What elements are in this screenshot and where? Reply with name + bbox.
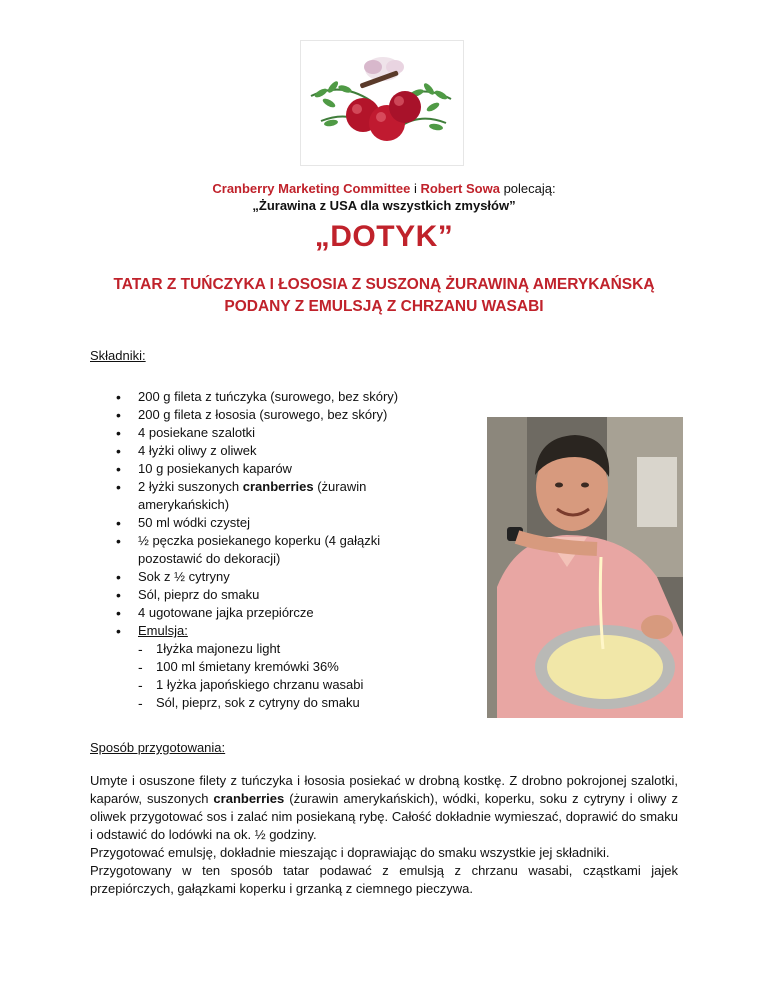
paragraph-text: Umyte i osuszone filety z tuńczyka i łososia posiekać w drobną kostkę. Z drobno pokrojonej szalotki, kaparów, suszonych	[90, 773, 678, 806]
item-text: Sól, pieprz, sok z cytryny do smaku	[156, 695, 360, 710]
emulsion-list	[138, 640, 482, 712]
headline: „DOTYK”	[314, 220, 454, 253]
list-item: • 4 posiekane szalotki	[92, 424, 482, 442]
cranberry-illustration	[301, 41, 463, 165]
method-paragraph: Przygotowany w ten sposób tatar podawać z emulsją z chrzanu wasabi, cząstkami jajek przepiórczych, gałązkami koperku i grzanką z ciemnego pieczywa.	[90, 863, 678, 896]
list-item: • 200 g fileta z łososia (surowego, bez skóry)	[92, 406, 482, 424]
list-item	[138, 676, 482, 694]
emulsion-label: Emulsja:	[138, 623, 188, 638]
item-text: 2 łyżki suszonych	[138, 479, 243, 494]
intro-and: i	[413, 181, 417, 196]
list-item: • 10 g posiekanych kaparów	[92, 460, 482, 478]
method-paragraph: Przygotować emulsję, dokładnie mieszając i doprawiając do smaku wszystkie jej składniki.	[90, 845, 610, 860]
item-text: (żurawin amerykańskich)	[138, 479, 367, 512]
list-item	[92, 478, 368, 514]
intro-verb: polecają:	[503, 181, 556, 196]
list-item-emulsion	[92, 622, 482, 712]
org-name: Cranberry Marketing Committee	[212, 181, 411, 196]
ingredients-list	[92, 388, 482, 712]
method-paragraph	[90, 772, 678, 844]
item-text: 1 łyżka japońskiego chrzanu wasabi	[156, 677, 364, 692]
person-name: Robert Sowa	[420, 181, 500, 196]
chef-photo	[487, 417, 683, 718]
paragraph-text: (żurawin amerykańskich), wódki, koperku, soku z cytryny i oliwy z oliwek przygotować sos i zalać nim posiekaną rybę. Całość dokładnie wymieszać, doprawić do smaku i odstawić do lodówki na ok. ½ godziny.	[90, 791, 678, 842]
recipe-title-line2: PODANY Z EMULSJĄ Z CHRZANU WASABI	[224, 298, 544, 315]
list-item: • Sok z ½ cytryny	[92, 568, 482, 586]
chef-photo-image	[487, 417, 683, 718]
method-text	[90, 772, 678, 898]
item-text: 1łyżka majonezu light	[156, 641, 281, 656]
list-item: • 50 ml wódki czystej	[92, 514, 482, 532]
list-item: • 4 łyżki oliwy z oliwek	[92, 442, 482, 460]
list-item: • 200 g fileta z tuńczyka (surowego, bez skóry)	[92, 388, 482, 406]
list-item: • Sól, pieprz do smaku	[92, 586, 482, 604]
cranberry-logo	[300, 40, 464, 166]
campaign-quote: „Żurawina z USA dla wszystkich zmysłów”	[252, 198, 516, 213]
recipe-title	[0, 274, 768, 318]
list-item: • 4 ugotowane jajka przepiórcze	[92, 604, 482, 622]
list-item	[138, 658, 482, 676]
list-item: • ½ pęczka posiekanego koperku (4 gałązki pozostawić do dekoracji)	[92, 532, 438, 568]
intro-line	[0, 180, 768, 197]
method-heading: Sposób przygotowania:	[90, 740, 226, 755]
item-text: 100 ml śmietany kremówki 36%	[156, 659, 339, 674]
cranberries-bold: cranberries	[213, 791, 285, 806]
recipe-title-line1: TATAR Z TUŃCZYKA I ŁOSOSIA Z SUSZONĄ ŻURAWINĄ AMERYKAŃSKĄ	[113, 276, 655, 293]
list-item	[138, 694, 482, 712]
cranberries-bold: cranberries	[242, 479, 314, 494]
ingredients-heading: Składniki:	[90, 348, 146, 363]
list-item	[138, 640, 482, 658]
